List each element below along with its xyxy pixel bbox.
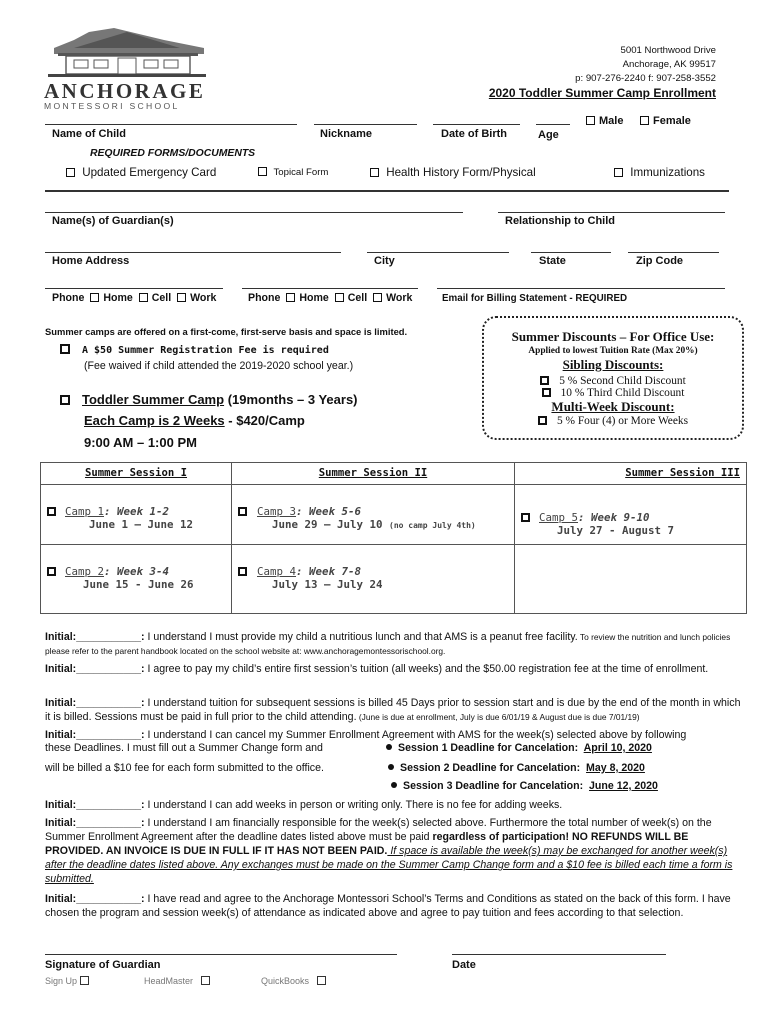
discount-title: Summer Discounts – For Office Use: xyxy=(511,329,715,344)
four-weeks-checkbox[interactable] xyxy=(538,416,547,425)
guardian-names-label: Name(s) of Guardian(s) xyxy=(52,215,174,227)
term-lunch-note: To review the nutrition and lunch policies please refer to the parent handbook located on the school website at: www.anchoragemontessorischool.org. xyxy=(45,632,731,656)
camp4-weeks: : Week 7-8 xyxy=(296,565,362,578)
deadline-1-bullet xyxy=(386,744,392,750)
health-label: Health History Form/Physical xyxy=(386,166,536,179)
discount-box xyxy=(482,316,744,440)
male-label: Male xyxy=(599,115,624,127)
camp3-checkbox[interactable] xyxy=(238,507,247,516)
date-line[interactable] xyxy=(452,954,666,955)
nickname-label: Nickname xyxy=(320,128,372,140)
guardian-names-line[interactable] xyxy=(45,212,463,213)
term-tuition-first-text: I agree to pay my child’s entire first session’s tuition (all weeks) and the $50.00 registration fee at the time of enrollment. xyxy=(144,663,709,675)
camp4-cell[interactable] xyxy=(232,545,515,614)
age-line[interactable] xyxy=(536,124,570,125)
camp-bullet-box xyxy=(60,395,70,405)
school-logo xyxy=(44,26,210,111)
phone1-label: Phone xyxy=(52,292,85,304)
deadline-2-bullet xyxy=(388,764,394,770)
state-label: State xyxy=(539,255,566,267)
initial-label-4: Initial:___________: xyxy=(45,729,145,741)
term-financial xyxy=(45,816,745,886)
phone2-cell-label: Cell xyxy=(347,292,368,304)
session-3-header: Summer Session III xyxy=(515,463,747,485)
topical-form-option[interactable] xyxy=(258,167,328,178)
camp5-label: Camp 5 xyxy=(539,511,579,524)
term-add-weeks xyxy=(45,798,745,812)
term-financial-bold: regardless of participation! NO REFUNDS WILL BE PROVIDED. AN INVOICE IS DUE IN FULL IF IT HAS NOT BEEN PAID. xyxy=(45,831,689,857)
office-headmaster[interactable] xyxy=(144,976,214,986)
office-quickbooks[interactable] xyxy=(261,976,330,986)
phone2-home-checkbox[interactable] xyxy=(286,293,295,302)
topical-checkbox[interactable] xyxy=(258,167,267,176)
camp3-weeks: : Week 5-6 xyxy=(296,505,362,518)
health-checkbox[interactable] xyxy=(370,168,379,177)
child-name-line[interactable] xyxy=(45,124,297,125)
headmaster-label: HeadMaster xyxy=(144,976,194,986)
term-lunch xyxy=(45,630,745,658)
school-name: ANCHORAGE xyxy=(44,79,206,103)
initial-label-3: Initial:___________: xyxy=(45,697,145,709)
first-come-note: Summer camps are offered on a first-come, first-serve basis and space is limited. xyxy=(45,326,408,337)
phone1-line[interactable] xyxy=(45,288,223,289)
term-tuition-first xyxy=(45,662,745,676)
term-cancel xyxy=(45,728,745,742)
deadline-3-label: Session 3 Deadline for Cancelation: xyxy=(403,780,584,792)
state-line[interactable] xyxy=(531,252,611,253)
nickname-line[interactable] xyxy=(314,124,417,125)
address-city: Anchorage, AK 99517 xyxy=(622,59,716,70)
topical-label: Topical Form xyxy=(273,167,329,178)
camp2-cell[interactable] xyxy=(41,545,232,614)
address-phone: p: 907-276-2240 f: 907-258-3552 xyxy=(575,73,716,84)
phone1-work-checkbox[interactable] xyxy=(177,293,186,302)
sessions-table xyxy=(40,462,747,614)
camp4-checkbox[interactable] xyxy=(238,567,247,576)
camp5-dates: July 27 - August 7 xyxy=(557,524,675,537)
school-address xyxy=(575,44,716,86)
deadline-1-label: Session 1 Deadline for Cancelation: xyxy=(398,742,579,754)
female-option[interactable] xyxy=(640,115,691,127)
term-cancel-line3: will be billed a $10 fee for each form submitted to the office. xyxy=(45,762,324,774)
camp-price: - $420/Camp xyxy=(224,413,305,428)
third-child-checkbox[interactable] xyxy=(542,388,551,397)
camp3-label: Camp 3 xyxy=(257,505,297,518)
camp1-label: Camp 1 xyxy=(65,505,105,518)
fee-bullet-box xyxy=(60,344,70,354)
immunizations-option[interactable] xyxy=(614,166,705,179)
camp5-cell[interactable] xyxy=(515,485,747,545)
session-2-header: Summer Session II xyxy=(232,463,515,485)
term-billing-note: (June is due at enrollment, July is due 6/01/19 & August due is due 7/01/19) xyxy=(356,712,640,722)
deadline-1 xyxy=(386,742,652,754)
guardian-signature-label: Signature of Guardian xyxy=(45,959,161,971)
camp2-weeks: : Week 3-4 xyxy=(104,565,170,578)
fee-text: A $50 Summer Registration Fee is required xyxy=(82,345,329,356)
address-street: 5001 Northwood Drive xyxy=(620,45,716,56)
emergency-checkbox[interactable] xyxy=(66,168,75,177)
camp-duration: Each Camp is 2 Weeks xyxy=(84,413,225,428)
four-weeks-label: 5 % Four (4) or More Weeks xyxy=(556,415,689,427)
sibling-heading: Sibling Discounts: xyxy=(562,357,664,372)
discount-subtitle: Applied to lowest Tuition Rate (Max 20%) xyxy=(528,346,698,356)
registration-fee xyxy=(60,344,329,356)
camp2-dates: June 15 - June 26 xyxy=(83,578,194,591)
term-financial-exchange: If space is available the week(s) may be exchanged for another week(s) after the deadline dates listed above. Any exchanges must be made on the Summer Camp Change form and a $10 fee is billed each time a form is submitted. xyxy=(45,845,733,885)
guardian-signature-line[interactable] xyxy=(45,954,397,955)
camp4-label: Camp 4 xyxy=(257,565,297,578)
multi-week-heading: Multi-Week Discount: xyxy=(551,399,675,414)
dob-label: Date of Birth xyxy=(441,128,507,140)
term-lunch-text: I understand I must provide my child a nutritious lunch and that AMS is a peanut free facility. xyxy=(144,631,578,643)
immunizations-checkbox[interactable] xyxy=(614,168,623,177)
term-cancel-line2: these Deadlines. I must fill out a Summer Change form and xyxy=(45,742,323,754)
female-label: Female xyxy=(653,115,691,127)
home-address-line[interactable] xyxy=(45,252,341,253)
school-building-icon xyxy=(44,26,210,78)
camp4-dates: July 13 – July 24 xyxy=(272,578,383,591)
term-agreement-text: I have read and agree to the Anchorage Montessori School’s Terms and Conditions as stated on the back of this form. I have chosen the program and session week(s) of attendance as indicated above and agree to pay tuition and fees according to that selection. xyxy=(45,893,731,919)
child-name-label: Name of Child xyxy=(52,128,126,140)
camp5-checkbox[interactable] xyxy=(521,513,530,522)
third-child-label: 10 % Third Child Discount xyxy=(560,387,685,399)
signup-label: Sign Up xyxy=(45,976,78,986)
zip-line[interactable] xyxy=(628,252,719,253)
camp3-cell[interactable] xyxy=(232,485,515,545)
phone1-cell-checkbox[interactable] xyxy=(139,293,148,302)
deadline-1-date: April 10, 2020 xyxy=(583,742,652,754)
camp-hours: 9:00 AM – 1:00 PM xyxy=(84,435,197,450)
health-form-option[interactable] xyxy=(370,166,536,179)
term-billing-text: I understand tuition for subsequent sessions is billed 45 Days prior to session start and is due by the end of the month in which it is billed. Sessions must be paid in full prior to the child attending. xyxy=(45,697,741,723)
school-subtitle: MONTESSORI SCHOOL xyxy=(44,101,180,111)
camp-age-range: (19months – 3 Years) xyxy=(227,392,358,407)
second-child-label: 5 % Second Child Discount xyxy=(559,375,686,387)
section-divider xyxy=(45,190,729,192)
camp-name: Toddler Summer Camp xyxy=(82,392,225,407)
initial-label-2: Initial:___________: xyxy=(45,663,145,675)
phone1-row xyxy=(52,292,216,304)
city-label: City xyxy=(374,255,395,267)
initial-label-7: Initial:___________: xyxy=(45,893,145,905)
term-agreement xyxy=(45,892,745,920)
email-line[interactable] xyxy=(437,288,725,289)
dob-line[interactable] xyxy=(433,124,520,125)
female-checkbox[interactable] xyxy=(640,116,649,125)
emergency-card-option[interactable] xyxy=(66,166,216,179)
required-heading: REQUIRED FORMS/DOCUMENTS xyxy=(90,148,256,159)
deadline-2-date: May 8, 2020 xyxy=(586,762,645,774)
emergency-label: Updated Emergency Card xyxy=(82,166,217,179)
phone1-home-checkbox[interactable] xyxy=(90,293,99,302)
initial-label-1: Initial:___________: xyxy=(45,631,145,643)
relationship-label: Relationship to Child xyxy=(505,215,615,227)
third-child-option[interactable] xyxy=(484,387,742,399)
office-signup[interactable] xyxy=(45,976,93,986)
term-billing xyxy=(45,696,745,724)
term-cancel-text: I understand I can cancel my Summer Enrollment Agreement with AMS for the week(s) selected above by following xyxy=(144,729,687,741)
second-child-checkbox[interactable] xyxy=(540,376,549,385)
phone2-label: Phone xyxy=(248,292,281,304)
term-add-weeks-text: I understand I can add weeks in person or writing only. There is no fee for adding weeks. xyxy=(144,799,563,811)
camp-name-row xyxy=(60,392,358,407)
date-label: Date xyxy=(452,959,476,971)
deadline-3-bullet xyxy=(391,782,397,788)
email-label: Email for Billing Statement - REQUIRED xyxy=(442,293,628,304)
camp3-dates: June 29 – July 10 xyxy=(272,518,383,531)
immunizations-label: Immunizations xyxy=(630,166,705,179)
phone1-home-label: Home xyxy=(103,292,133,304)
four-weeks-option[interactable] xyxy=(484,415,742,427)
second-child-option[interactable] xyxy=(484,375,742,387)
phone1-work-label: Work xyxy=(190,292,217,304)
quickbooks-checkbox[interactable] xyxy=(317,976,326,985)
camp1-cell[interactable] xyxy=(41,485,232,545)
fee-note: (Fee waived if child attended the 2019-2020 school year.) xyxy=(84,360,354,372)
deadline-3 xyxy=(391,780,658,792)
deadline-2 xyxy=(388,762,645,774)
phone2-work-label: Work xyxy=(386,292,413,304)
phone2-row xyxy=(248,292,412,304)
form-title: 2020 Toddler Summer Camp Enrollment xyxy=(488,86,716,100)
phone2-work-checkbox[interactable] xyxy=(373,293,382,302)
phone2-line[interactable] xyxy=(242,288,418,289)
phone1-cell-label: Cell xyxy=(151,292,172,304)
camp3-note: (no camp July 4th) xyxy=(389,521,476,530)
city-line[interactable] xyxy=(367,252,509,253)
camp1-dates: June 1 – June 12 xyxy=(89,518,194,531)
deadline-2-label: Session 2 Deadline for Cancelation: xyxy=(400,762,581,774)
camp5-weeks: : Week 9-10 xyxy=(578,511,650,524)
phone2-home-label: Home xyxy=(299,292,329,304)
home-address-label: Home Address xyxy=(52,255,130,267)
camp1-checkbox[interactable] xyxy=(47,507,56,516)
quickbooks-label: QuickBooks xyxy=(261,976,310,986)
camp1-weeks: : Week 1-2 xyxy=(104,505,170,518)
initial-label-6: Initial:___________: xyxy=(45,817,145,829)
empty-cell xyxy=(515,545,747,614)
age-label: Age xyxy=(538,129,559,141)
relationship-line[interactable] xyxy=(498,212,725,213)
phone2-cell-checkbox[interactable] xyxy=(335,293,344,302)
signup-checkbox[interactable] xyxy=(80,976,89,985)
camp2-checkbox[interactable] xyxy=(47,567,56,576)
male-checkbox[interactable] xyxy=(586,116,595,125)
camp-duration-row xyxy=(84,413,305,428)
camp2-label: Camp 2 xyxy=(65,565,105,578)
initial-label-5: Initial:___________: xyxy=(45,799,145,811)
term-financial-text: I understand I am financially responsible for the week(s) selected above. Furthermore the total number of week(s) on the Summer Enrollment Agreement after the deadline dates listed above must be paid xyxy=(45,817,712,843)
session-1-header: Summer Session I xyxy=(41,463,232,485)
zip-label: Zip Code xyxy=(636,255,684,267)
headmaster-checkbox[interactable] xyxy=(201,976,210,985)
deadline-3-date: June 12, 2020 xyxy=(589,780,658,792)
male-option[interactable] xyxy=(586,115,623,127)
